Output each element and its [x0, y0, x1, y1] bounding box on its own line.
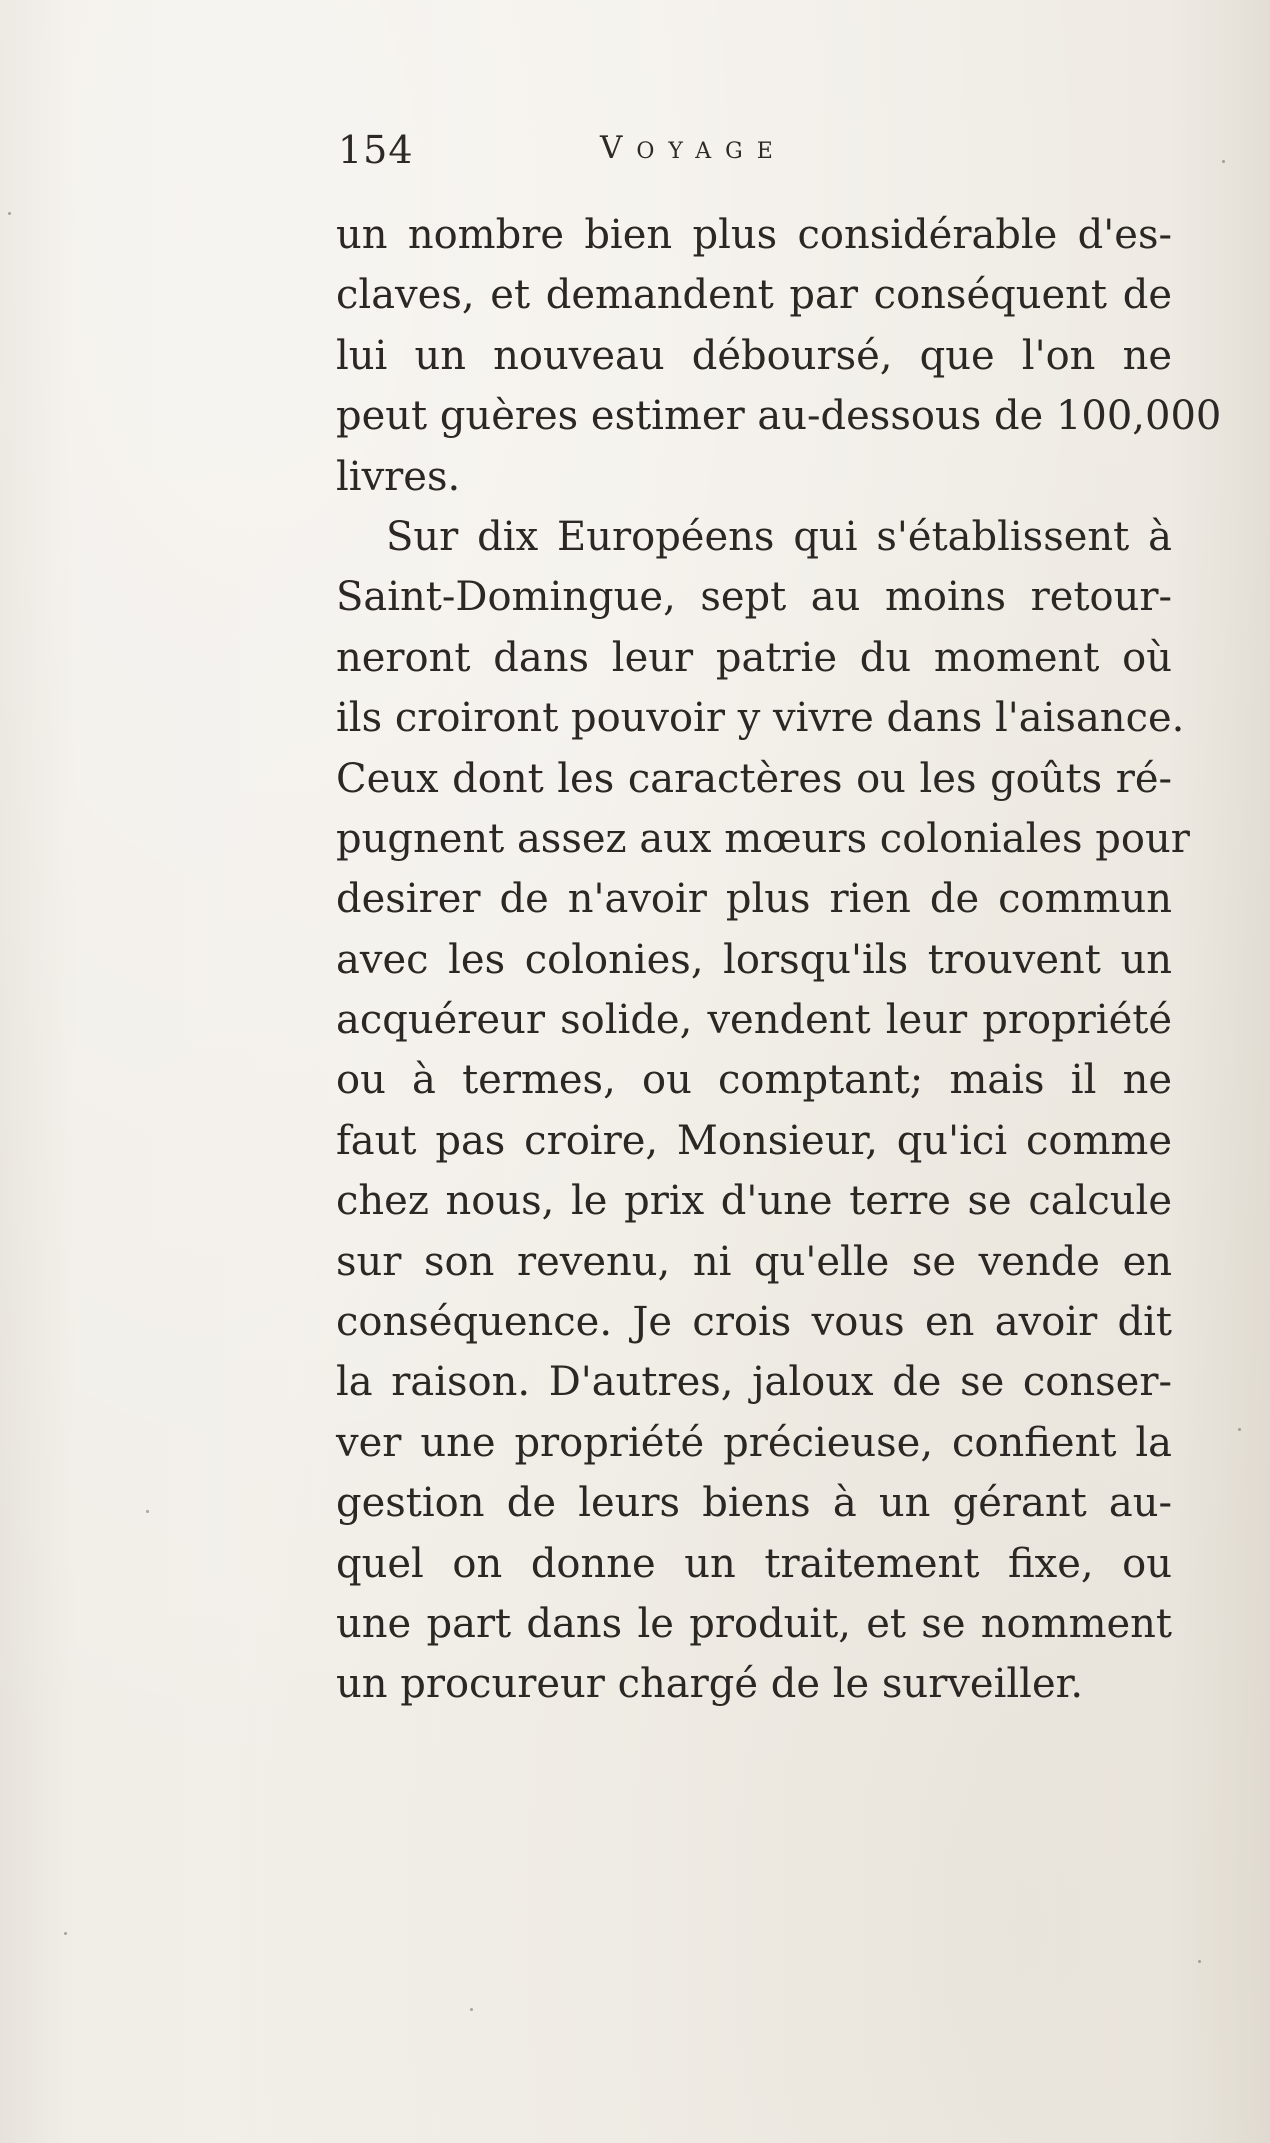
paragraph [336, 507, 1190, 1715]
text-line: peut guères estimer au-dessous de 100,000 [336, 393, 1222, 440]
paper-speck [146, 1510, 149, 1513]
page-number: 154 [338, 128, 414, 172]
text-line: avec les colonies, lorsqu'ils trouvent un [336, 936, 1172, 983]
text-line: quel on donne un traitement fixe, ou [336, 1540, 1172, 1587]
paper-speck [8, 212, 11, 215]
text-line: livres. [336, 453, 461, 500]
page-body [336, 205, 1222, 1715]
text-line: ils croiront pouvoir y vivre dans l'aisance. [336, 695, 1185, 742]
paper-speck [470, 2008, 473, 2011]
running-title: Voyage [600, 130, 787, 166]
text-line: faut pas croire, Monsieur, qu'ici comme [336, 1117, 1172, 1164]
text-line: desirer de n'avoir plus rien de commun [336, 876, 1172, 923]
text-line: ou à termes, ou comptant; mais il ne [336, 1057, 1172, 1104]
page-header [338, 128, 898, 188]
text-line: gestion de leurs biens à un gérant au- [336, 1480, 1172, 1527]
paper-speck [1238, 1428, 1241, 1431]
text-line: ver une propriété précieuse, confient la [336, 1419, 1172, 1466]
paper-speck [64, 1932, 67, 1935]
text-line: Sur dix Européens qui s'établissent à [386, 513, 1172, 560]
text-line: une part dans le produit, et se nomment [336, 1600, 1172, 1647]
text-line: Ceux dont les caractères ou les goûts ré- [336, 755, 1172, 802]
text-line: pugnent assez aux mœurs coloniales pour [336, 815, 1190, 862]
text-line: Saint-Domingue, sept au moins retour- [336, 574, 1172, 621]
paragraph [336, 205, 1222, 507]
text-line: un nombre bien plus considérable d'es- [336, 212, 1172, 258]
paper-speck [1198, 1960, 1201, 1963]
text-line: conséquence. Je crois vous en avoir dit [336, 1299, 1172, 1346]
text-line: lui un nouveau déboursé, que l'on ne [336, 332, 1172, 379]
text-line: la raison. D'autres, jaloux de se conser- [336, 1359, 1172, 1406]
text-line: neront dans leur patrie du moment où [336, 634, 1172, 681]
text-line: claves, et demandent par conséquent de [336, 272, 1172, 319]
text-line: chez nous, le prix d'une terre se calcule [336, 1178, 1172, 1225]
text-line: acquéreur solide, vendent leur propriété [336, 997, 1172, 1044]
text-line: sur son revenu, ni qu'elle se vende en [336, 1238, 1172, 1285]
text-line: un procureur chargé de le surveiller. [336, 1661, 1084, 1708]
paper-speck [1222, 160, 1225, 163]
